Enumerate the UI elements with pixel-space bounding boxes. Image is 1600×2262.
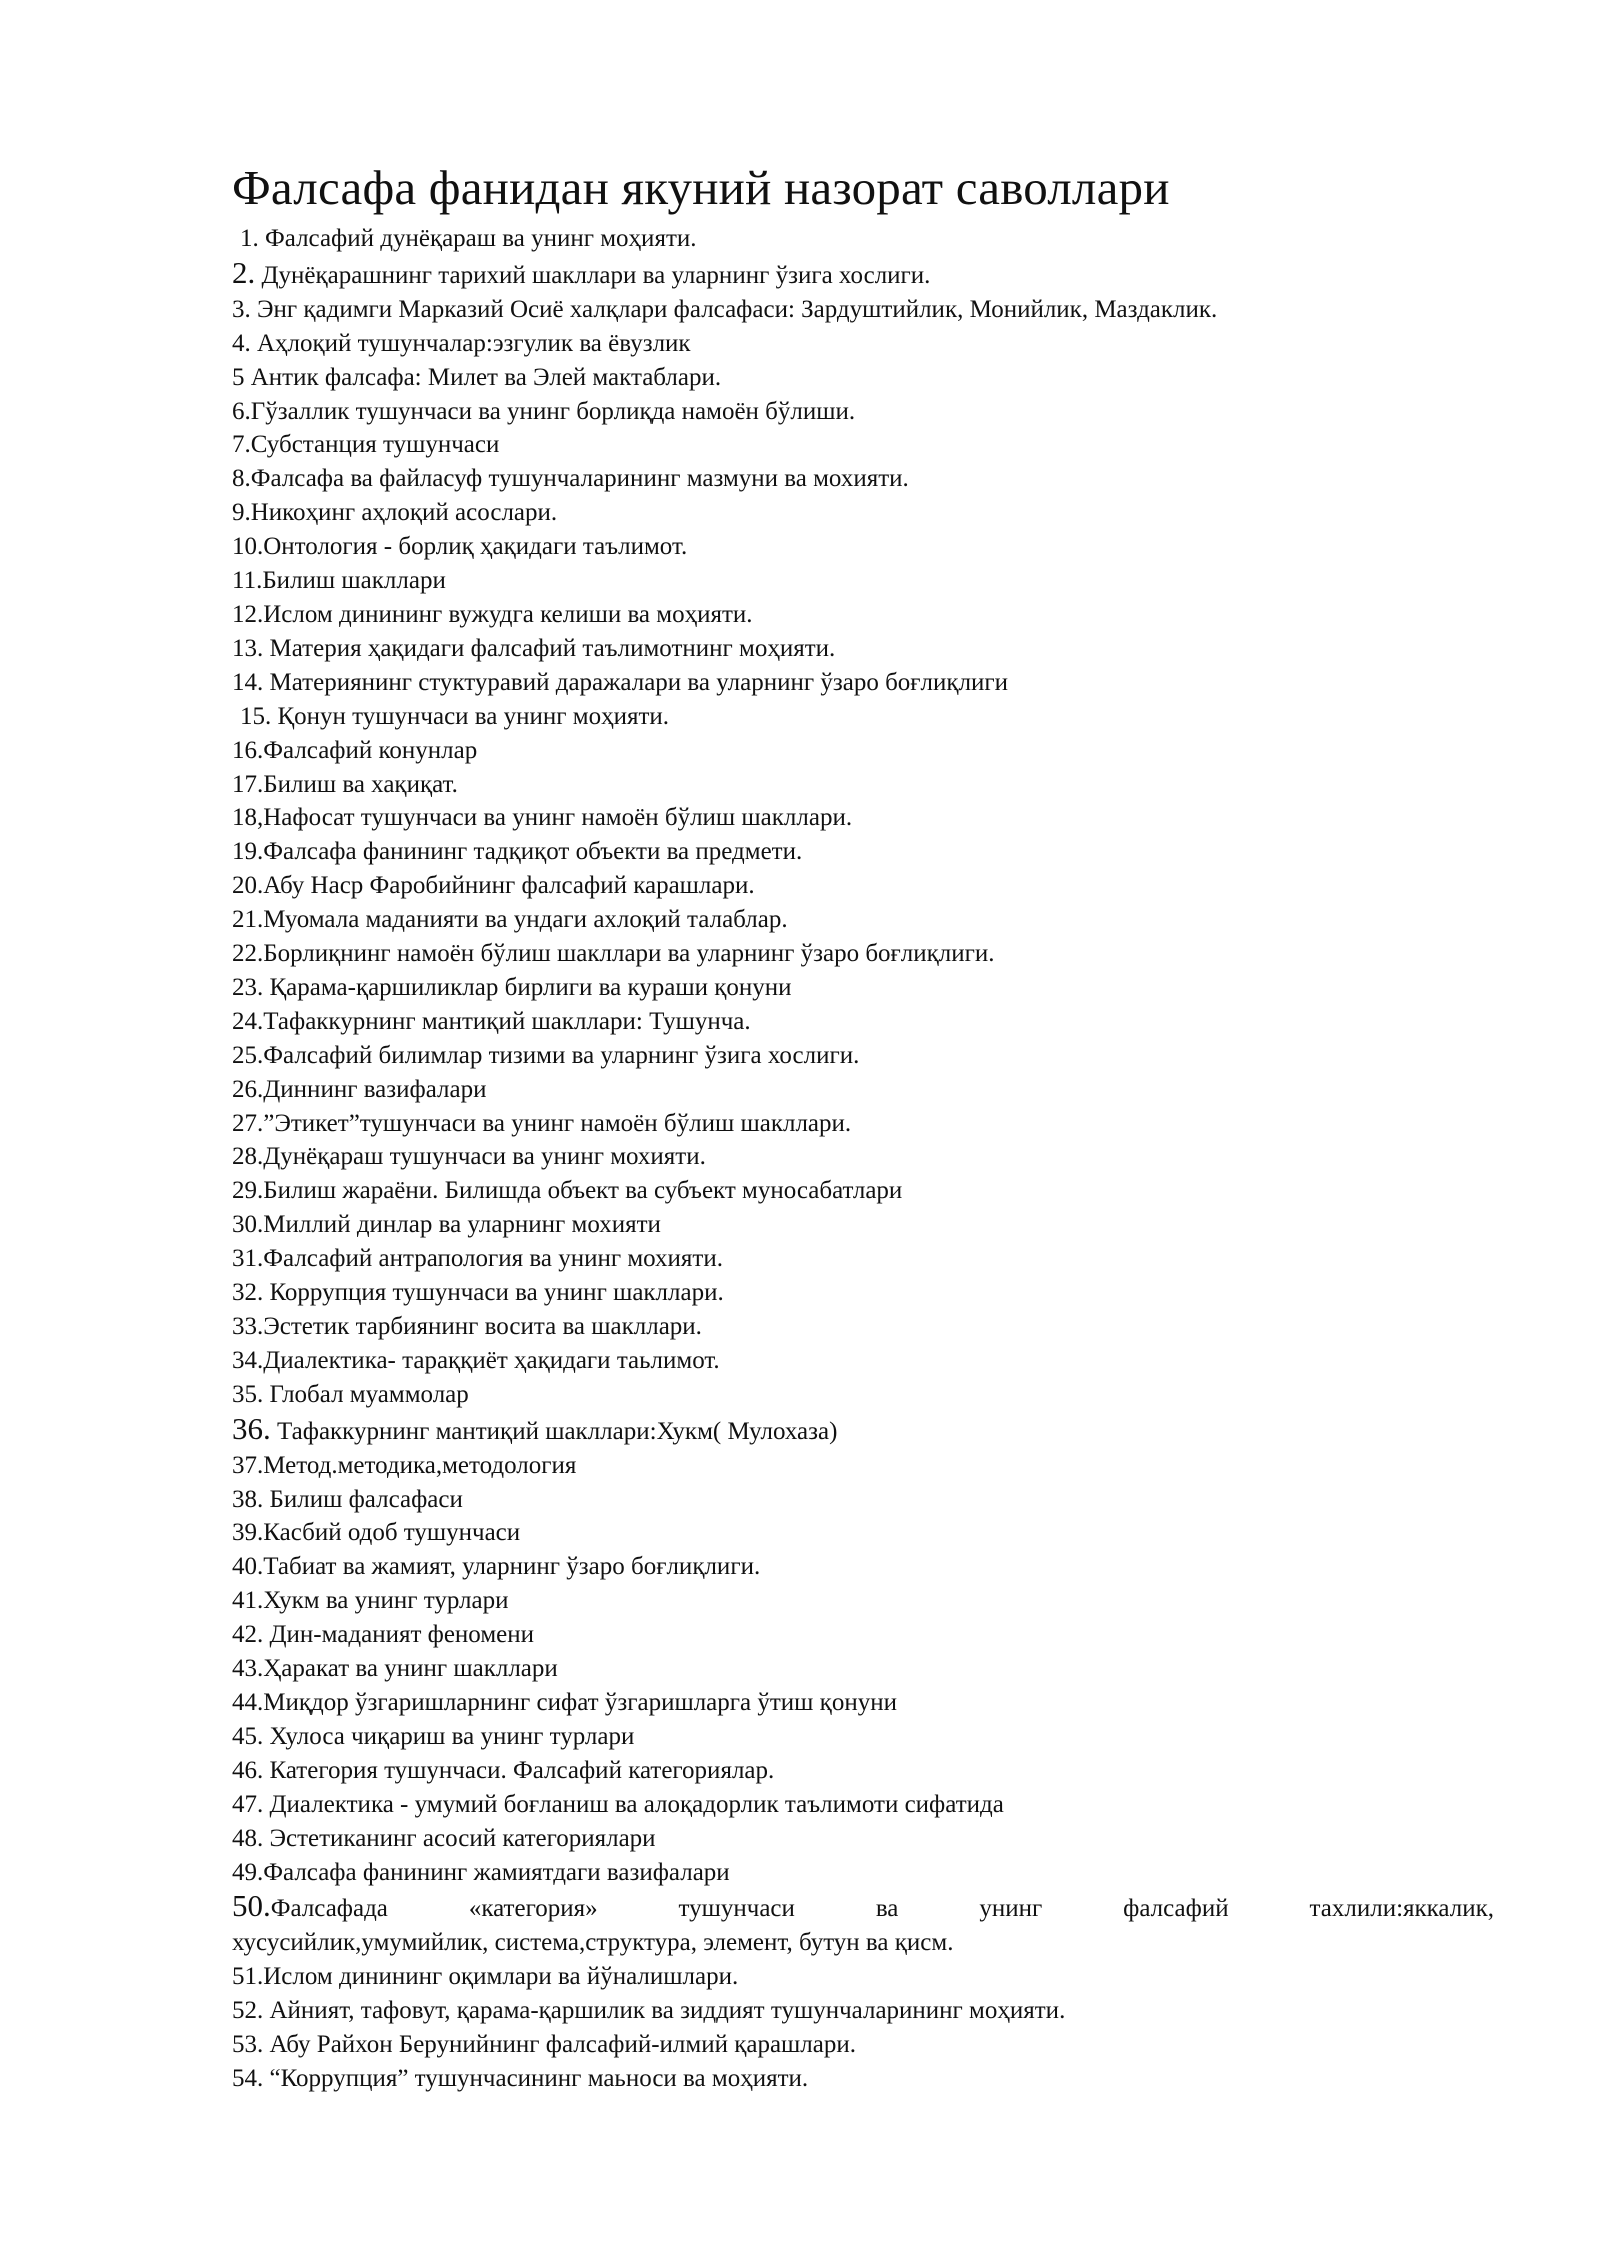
question-number: 8. [232,465,251,493]
question-text: Билиш шакллари [262,567,446,595]
question-text: Айният, тафовут, қарама-қаршилик ва зиддият тушунчаларининг моҳияти. [263,1997,1066,2025]
question-item [232,428,1494,462]
question-item [232,530,1494,564]
question-number: 38. [232,1485,264,1513]
question-item [232,222,1494,256]
question-item [232,632,1494,666]
question-number: 4. [232,329,251,357]
question-number: 47. [232,1790,264,1818]
question-text: Абу Райхон Берунийнинг фалсафий-илмий қарашлари. [263,2031,856,2059]
question-number: 42. [232,1621,264,1649]
question-number: 44. [232,1688,264,1716]
question-item [232,700,1494,734]
question-text: Ислом динининг оқимлари ва йўналишлари. [263,1963,739,1991]
question-text: Фалсафа ва файласуф тушунчаларининг мазмуни ва мохияти. [250,465,909,493]
question-number: 12. [232,600,264,628]
question-number: 32. [232,1279,264,1307]
question-item [232,1449,1494,1483]
question-text: Миллий динлар ва уларнинг мохияти [263,1211,661,1239]
question-item [232,598,1494,632]
question-number: 29. [232,1177,264,1205]
question-number: 6. [232,397,251,425]
question-item [232,903,1494,937]
question-text: Аҳлоқий тушунчалар:эзгулик ва ёвузлик [250,329,691,357]
question-item [232,496,1494,530]
question-number: 25. [232,1041,264,1069]
question-number: 28. [232,1143,264,1171]
question-text: Коррупция тушунчаси ва унинг шакллари. [263,1279,724,1307]
question-item [232,1483,1494,1517]
question-item [232,801,1494,835]
question-item [232,361,1494,395]
question-item [232,1208,1494,1242]
question-number: 26. [232,1075,264,1103]
question-number: 21. [232,906,264,934]
question-text: Фалсафада «категория» тушунчаси ва унинг фалсафий тахлили:яккалик, [270,1895,1494,1923]
question-text: Фалсафий антрапология ва унинг мохияти. [263,1245,723,1273]
question-number: 16. [232,736,264,764]
question-text: Фалсафа фанининг жамиятдаги вазифалари [263,1858,730,1886]
question-number: 24. [232,1007,264,1035]
question-item [232,1242,1494,1276]
question-text: Билиш фалсафаси [263,1485,463,1513]
question-text: Диалектика- тараққиёт ҳақидаги таьлимот. [263,1346,720,1374]
question-item-50-continuation: хусусийлик,умумийлик, система,структура, элемент, бутун ва қисм. [232,1929,954,1957]
question-item [232,256,1494,293]
question-number: 9. [232,499,251,527]
question-item [232,2062,1494,2096]
question-number: 35. [232,1380,264,1408]
question-item [232,1174,1494,1208]
question-text: Тафаккурнинг мантиқий шакллари: Тушунча. [263,1007,751,1035]
question-item [232,1822,1494,1856]
question-item [232,835,1494,869]
question-text: Билиш жараёни. Билишда объект ва субъект муносабатлари [263,1177,903,1205]
question-number: 15. [240,702,272,730]
question-item [232,1720,1494,1754]
question-item [232,1276,1494,1310]
question-number: 3. [232,295,251,323]
question-item [232,768,1494,802]
question-number: 19. [232,838,264,866]
question-item [232,1140,1494,1174]
question-text: Фалсафий билимлар тизими ва уларнинг ўзига хослиги. [263,1041,860,1069]
question-text: Қарама-қаршиликлар бирлиги ва кураши қонуни [263,973,792,1001]
question-number: 36. [232,1410,271,1446]
question-item [232,1550,1494,1584]
question-text: Онтология - борлиқ ҳақидаги таълимот. [263,533,688,561]
question-item [232,869,1494,903]
question-number: 27. [232,1109,264,1137]
document-content [232,158,1494,2096]
question-number: 52. [232,1997,264,2025]
question-text: Эстетик тарбиянинг восита ва шакллари. [263,1313,702,1340]
question-item [232,1652,1494,1686]
question-item [232,1856,1494,1890]
question-item [232,2028,1494,2062]
question-item [232,395,1494,429]
question-text: Тафаккурнинг мантиқий шакллари:Хукм( Мулохаза) [270,1417,838,1445]
question-text: Материянинг стуктуравий даражалари ва уларнинг ўзаро боғлиқлиги [263,668,1009,696]
question-item [232,564,1494,598]
question-number: 37. [232,1451,264,1479]
question-number: 1. [240,225,259,252]
question-number: 18, [232,804,264,832]
document-title: Фалсафа фанидан якуний назорат саволлари [232,160,1170,215]
question-text: Диалектика - умумий боғланиш ва алоқадорлик таълимоти сифатида [263,1790,1004,1818]
question-text: Табиат ва жамият, уларнинг ўзаро боғлиқлиги. [263,1553,761,1581]
question-text: Дунёқараш тушунчаси ва унинг мохияти. [263,1143,706,1171]
question-number: 11. [232,567,263,595]
question-list-after [232,1960,1494,2096]
question-item [232,1754,1494,1788]
question-text: Касбий одоб тушунчаси [263,1519,521,1547]
question-item [232,1310,1494,1344]
question-text: Ҳаракат ва унинг шакллари [263,1655,558,1683]
question-number: 14. [232,668,264,696]
question-text: Дин-маданият феномени [263,1621,535,1649]
question-item [232,293,1494,327]
question-text: ”Этикет”тушунчаси ва унинг намоён бўлиш шакллари. [263,1109,852,1137]
question-text: Субстанция тушунчаси [250,431,500,459]
question-item [232,1516,1494,1550]
question-text: Фалсафий конунлар [263,736,478,764]
question-text: Антик фалсафа: Милет ва Элей мактаблари. [244,363,722,391]
question-text: Абу Наср Фаробийнинг фалсафий карашлари. [263,872,755,900]
question-text: Нафосат тушунчаси ва унинг намоён бўлиш шакллари. [263,804,853,832]
question-text: Билиш ва хақиқат. [263,770,458,798]
question-number: 23. [232,973,264,1001]
question-text: Эстетиканинг асосий категориялари [263,1824,656,1852]
question-text: Хукм ва унинг турлари [263,1587,509,1615]
question-text: Никоҳинг аҳлоқий асослари. [250,499,558,527]
question-number: 33. [232,1313,264,1340]
question-text: Миқдор ўзгаришларнинг сифат ўзгаришларга ўтиш қонуни [263,1688,897,1716]
question-number: 13. [232,634,264,662]
question-number: 7. [232,431,251,459]
question-number: 30. [232,1211,264,1239]
question-text: Глобал муаммолар [263,1380,469,1408]
question-item [232,1378,1494,1412]
question-text: Борлиқнинг намоён бўлиш шакллари ва уларнинг ўзаро боғлиқлиги. [263,940,995,968]
question-number: 17. [232,770,264,798]
question-text: Фалсафа фанининг тадқиқот объекти ва предмети. [263,838,803,866]
question-number: 34. [232,1346,264,1374]
question-number: 40. [232,1553,264,1581]
question-text: Энг қадимги Марказий Осиё халқлари фалсафаси: Зардуштийлик, Монийлик, Маздаклик. [250,295,1218,323]
question-number: 39. [232,1519,264,1547]
question-number: 41. [232,1587,264,1615]
question-text: Материя ҳақидаги фалсафий таълимотнинг моҳияти. [263,634,836,662]
question-number: 20. [232,872,264,900]
question-item [232,1107,1494,1141]
question-item [232,1005,1494,1039]
question-item [232,1344,1494,1378]
question-item [232,1686,1494,1720]
question-item [232,462,1494,496]
question-item [232,734,1494,768]
question-item [232,1618,1494,1652]
question-number: 43. [232,1655,264,1683]
question-number: 50. [232,1888,271,1924]
question-text: Фалсафий дунёқараш ва унинг моҳияти. [258,225,697,252]
question-text: “Коррупция” тушунчасининг маьноси ва моҳияти. [263,2065,809,2093]
question-item [232,1994,1494,2028]
question-text: Диннинг вазифалари [263,1075,487,1103]
question-number: 10. [232,533,264,561]
question-item [232,1584,1494,1618]
question-text: Муомала маданияти ва ундаги ахлоқий талаблар. [263,906,788,934]
question-item [232,1073,1494,1107]
question-number: 53. [232,2031,264,2059]
question-number: 2. [232,254,256,290]
question-item [232,1039,1494,1073]
question-number: 5 [232,363,245,391]
question-number: 45. [232,1722,264,1750]
question-text: Дунёқарашнинг тарихий шакллари ва уларнинг ўзига хослиги. [255,261,931,289]
question-text: Хулоса чиқариш ва унинг турлари [263,1722,635,1750]
question-number: 48. [232,1824,264,1852]
question-text: Гўзаллик тушунчаси ва унинг борлиқда намоён бўлиши. [250,397,856,425]
question-item-50 [232,1889,1494,1926]
question-number: 49. [232,1858,264,1886]
question-item [232,971,1494,1005]
question-text: Категория тушунчаси. Фалсафий категориялар. [263,1756,775,1784]
question-text: Қонун тушунчаси ва унинг моҳияти. [271,702,670,730]
question-item [232,327,1494,361]
question-number: 51. [232,1963,264,1991]
question-item [232,1412,1494,1449]
question-item [232,937,1494,971]
question-text: Метод.методика,методология [263,1451,577,1479]
question-text: Ислом динининг вужудга келиши ва моҳияти. [263,600,753,628]
question-number: 46. [232,1756,264,1784]
question-item [232,666,1494,700]
question-item [232,1960,1494,1994]
question-number: 54. [232,2065,264,2093]
question-number: 22. [232,940,264,968]
question-item [232,1788,1494,1822]
question-list [232,222,1494,1889]
question-number: 31. [232,1245,264,1273]
